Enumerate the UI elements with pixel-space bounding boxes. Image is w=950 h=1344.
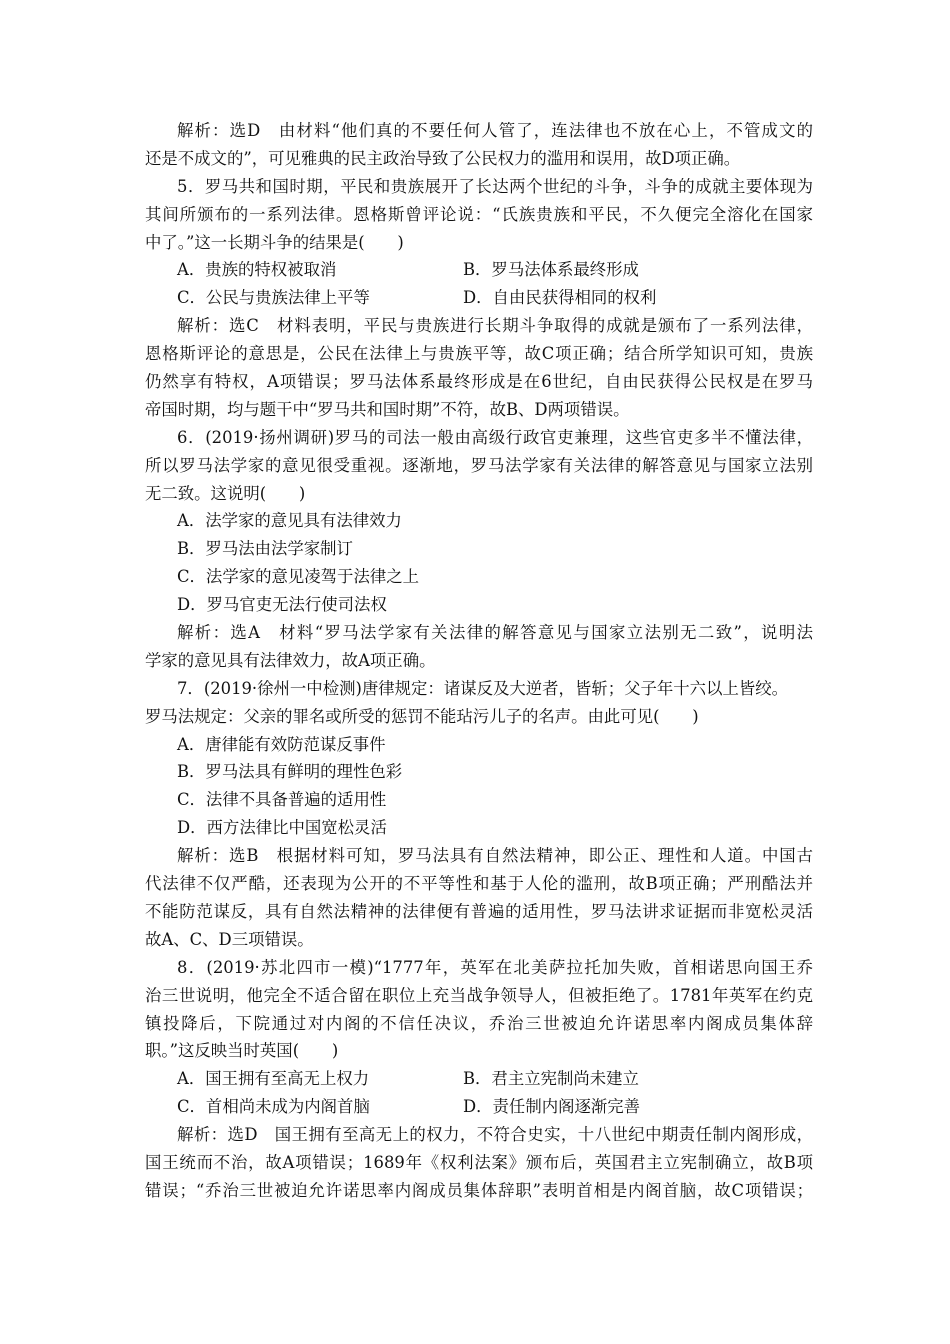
- text-line: 错误；“乔治三世被迫允许诺思率内阁成员集体辞职”表明首相是内阁首脑，故C项错误；: [145, 1180, 813, 1200]
- analysis-q6: [145, 619, 813, 675]
- text-line: 帝国时期，均与题干中“罗马共和国时期”不符，故B、D两项错误。: [145, 399, 630, 419]
- text-line: 解析：选B 根据材料可知，罗马法具有自然法精神，即公正、理性和人道。中国古: [177, 846, 813, 866]
- question-stem-line: 治三世说明，他完全不适合留在职位上充当战争领导人，但被拒绝了。1781年英军在约克: [145, 985, 813, 1005]
- question-stem-line: 6．(2019·扬州调研)罗马的司法一般由高级行政官吏兼理，这些官吏多半不懂法律，: [177, 427, 813, 447]
- text-line: 国王统而不治，故A项错误；1689年《权利法案》颁布后，英国君主立宪制确立，故B项: [145, 1152, 813, 1172]
- question-5: [145, 173, 813, 257]
- option-row: [145, 256, 813, 284]
- option-c: C．法律不具备普遍的适用性: [177, 790, 387, 810]
- text-line: 解析：选A 材料“罗马法学家有关法律的解答意见与国家立法别无二致”，说明法: [177, 623, 813, 643]
- option-d: D．自由民获得相同的权利: [463, 288, 657, 308]
- option-a: A．法学家的意见具有法律效力: [177, 511, 402, 531]
- text-line: 解析：选D 国王拥有至高无上的权力，不符合史实，十八世纪中期责任制内阁形成，: [177, 1125, 813, 1145]
- question-7: [145, 675, 813, 731]
- option-row: [145, 1065, 813, 1093]
- question-stem-line: 罗马法规定：父亲的罪名或所受的惩罚不能玷污儿子的名声。由此可见( ): [145, 706, 699, 726]
- option-b: B．罗马法由法学家制订: [177, 539, 353, 559]
- text-line: 不能防范谋反，具有自然法精神的法律便有普遍的适用性，罗马法讲求证据而非宽松灵活: [145, 901, 813, 921]
- option-a: A．唐律能有效防范谋反事件: [177, 734, 386, 754]
- option-b: B．君主立宪制尚未建立: [463, 1069, 639, 1089]
- question-stem-line: 职。”这反映当时英国( ): [145, 1041, 339, 1061]
- question-stem-line: 中了。”这一长期斗争的结果是( ): [145, 232, 404, 252]
- analysis-q4: [145, 117, 813, 173]
- option-b: B．罗马法具有鲜明的理性色彩: [177, 762, 403, 782]
- option-row: [145, 284, 813, 312]
- text-line: 学家的意见具有法律效力，故A项正确。: [145, 650, 436, 670]
- question-stem-line: 无二致。这说明( ): [145, 483, 306, 503]
- option-b: B．罗马法体系最终形成: [463, 260, 639, 280]
- option-d: D．罗马官吏无法行使司法权: [177, 595, 387, 615]
- analysis-q5: [145, 312, 813, 424]
- option-d: D．责任制内阁逐渐完善: [463, 1097, 641, 1117]
- option-c: C．法学家的意见凌驾于法律之上: [177, 567, 420, 587]
- text-line: 还是不成文的”，可见雅典的民主政治导致了公民权力的滥用和误用，故D项正确。: [145, 148, 741, 168]
- option-c: C．首相尚未成为内阁首脑: [177, 1097, 370, 1117]
- question-stem-line: 所以罗马法学家的意见很受重视。逐渐地，罗马法学家有关法律的解答意见与国家立法别: [145, 455, 813, 475]
- option-d: D．西方法律比中国宽松灵活: [177, 818, 387, 838]
- text-line: 仍然享有特权，A项错误；罗马法体系最终形成是在6世纪，自由民获得公民权是在罗马: [145, 372, 813, 392]
- question-stem-line: 其间所颁布的一系列法律。恩格斯曾评论说：“氏族贵族和平民，不久便完全溶化在国家: [145, 204, 813, 224]
- analysis-q7: [145, 842, 813, 954]
- question-stem-line: 5．罗马共和国时期，平民和贵族展开了长达两个世纪的斗争，斗争的成就主要体现为: [177, 176, 813, 196]
- question-8: [145, 954, 813, 1066]
- option-row: [145, 1093, 813, 1121]
- text-line: 代法律不仅严酷，还表现为公开的不平等性和基于人伦的滥刑，故B项正确；严刑酷法并: [145, 874, 813, 894]
- option-c: C．公民与贵族法律上平等: [177, 288, 370, 308]
- option-a: A．贵族的特权被取消: [177, 260, 337, 280]
- question-stem-line: 镇投降后，下院通过对内阁的不信任决议，乔治三世被迫允许诺思率内阁成员集体辞: [145, 1013, 813, 1033]
- question-6: [145, 424, 813, 508]
- text-line: 解析：选D 由材料“他们真的不要任何人管了，连法律也不放在心上，不管成文的: [177, 121, 813, 140]
- text-line: 解析：选C 材料表明，平民与贵族进行长期斗争取得的成就是颁布了一系列法律，: [177, 316, 813, 336]
- document-page: [145, 117, 813, 1205]
- analysis-q8: [145, 1121, 813, 1205]
- text-line: 故A、C、D三项错误。: [145, 929, 314, 949]
- question-stem-line: 8．(2019·苏北四市一模)“1777年，英军在北美萨拉托加失败，首相诺思向国王乔: [177, 957, 813, 977]
- option-a: A．国王拥有至高无上权力: [177, 1069, 370, 1089]
- text-line: 恩格斯评论的意思是，公民在法律上与贵族平等，故C项正确；结合所学知识可知，贵族: [145, 344, 813, 364]
- question-stem-line: 7．(2019·徐州一中检测)唐律规定：诸谋反及大逆者，皆斩；父子年十六以上皆绞。: [177, 678, 789, 698]
